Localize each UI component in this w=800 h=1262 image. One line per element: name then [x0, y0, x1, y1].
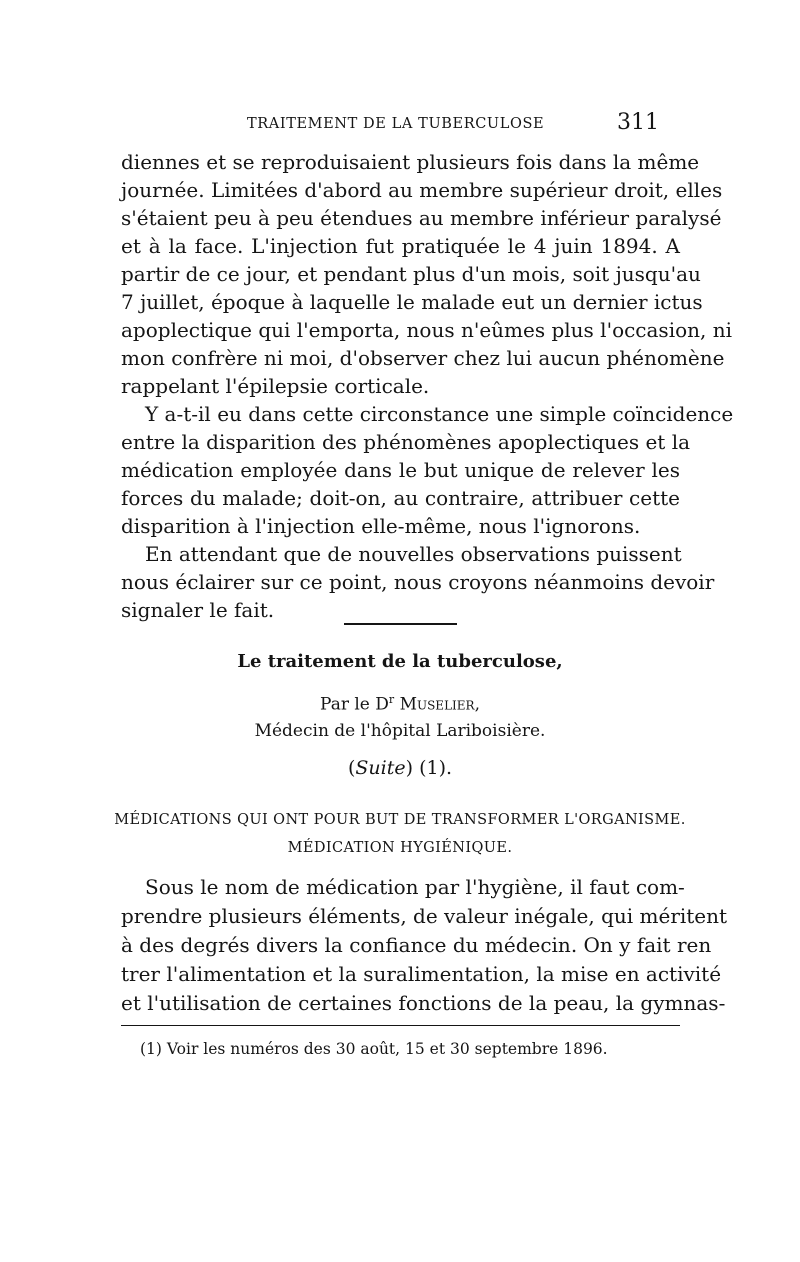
suite-word: Suite — [355, 757, 406, 779]
paragraph-1-line-1: diennes et se reproduisaient plusieurs fois dans la même — [121, 150, 700, 174]
suite-label: (Suite) (1). — [347, 757, 453, 779]
paragraph-2-line-1: Y a-t-il eu dans cette circonstance une simple coïncidence — [145, 402, 734, 426]
paragraph-1-line-6: 7 juillet, époque à laquelle le malade eut un dernier ictus — [121, 290, 703, 314]
paragraph-1-line-3: s'étaient peu à peu étendues au membre inférieur paralysé — [121, 206, 722, 230]
section-title: Le traitement de la tuberculose, — [237, 651, 563, 672]
paragraph-3-line-3: signaler le fait. — [121, 598, 275, 622]
paragraph-4-line-5: et l'utilisation de certaines fonctions de la peau, la gymnas- — [121, 991, 726, 1015]
paragraph-4-line-1: Sous le nom de médication par l'hygiène, il faut com- — [145, 875, 685, 899]
paragraph-4-line-2: prendre plusieurs éléments, de valeur inégale, qui méritent — [121, 904, 728, 928]
paragraph-2-line-2: entre la disparition des phénomènes apoplectiques et la — [121, 430, 691, 454]
author-affiliation: Médecin de l'hôpital Lariboisière. — [254, 721, 546, 741]
suite-footnote-ref: (1). — [419, 757, 453, 779]
page-number: 311 — [617, 110, 659, 135]
paragraph-4-line-3: à des degrés divers la confiance du médecin. On y fait ren — [121, 933, 712, 957]
paragraph-1-line-7: apoplectique qui l'emporta, nous n'eûmes plus l'occasion, ni — [121, 318, 733, 342]
paragraph-1-line-9: rappelant l'épilepsie corticale. — [121, 374, 430, 398]
paragraph-2-line-4: forces du malade; doit-on, au contraire, attribuer cette — [121, 486, 680, 510]
section-separator-rule — [344, 623, 457, 625]
byline-prefix: Par le D — [320, 694, 389, 715]
paragraph-1-line-8: mon confrère ni moi, d'observer chez lui aucun phénomène — [121, 346, 725, 370]
author-byline — [0, 693, 800, 715]
subheading-2: MÉDICATION HYGIÉNIQUE. — [287, 840, 513, 856]
paragraph-2-line-5: disparition à l'injection elle-même, nous l'ignorons. — [121, 514, 641, 538]
paragraph-1-line-4: et à la face. L'injection fut pratiquée le 4 juin 1894. A — [121, 234, 680, 258]
paragraph-4-line-4: trer l'alimentation et la suralimentation, la mise en activité — [121, 962, 722, 986]
byline-sup: r — [388, 693, 395, 706]
subheading-1: MÉDICATIONS QUI ONT POUR BUT DE TRANSFORMER L'ORGANISME. — [114, 812, 686, 828]
paragraph-1-line-5: partir de ce jour, et pendant plus d'un mois, soit jusqu'au — [121, 262, 701, 286]
paragraph-3-line-1: En attendant que de nouvelles observations puissent — [145, 542, 682, 566]
footnote-rule — [121, 1025, 680, 1026]
paragraph-1-line-2: journée. Limitées d'abord au membre supérieur droit, elles — [121, 178, 723, 202]
paragraph-2-line-3: médication employée dans le but unique de relever les — [121, 458, 680, 482]
footnote: (1) Voir les numéros des 30 août, 15 et 30 septembre 1896. — [140, 1040, 608, 1058]
running-header-title: TRAITEMENT DE LA TUBERCULOSE — [247, 116, 545, 132]
paragraph-3-line-2: nous éclairer sur ce point, nous croyons néanmoins devoir — [121, 570, 715, 594]
author-name: Muselier, — [399, 694, 480, 715]
